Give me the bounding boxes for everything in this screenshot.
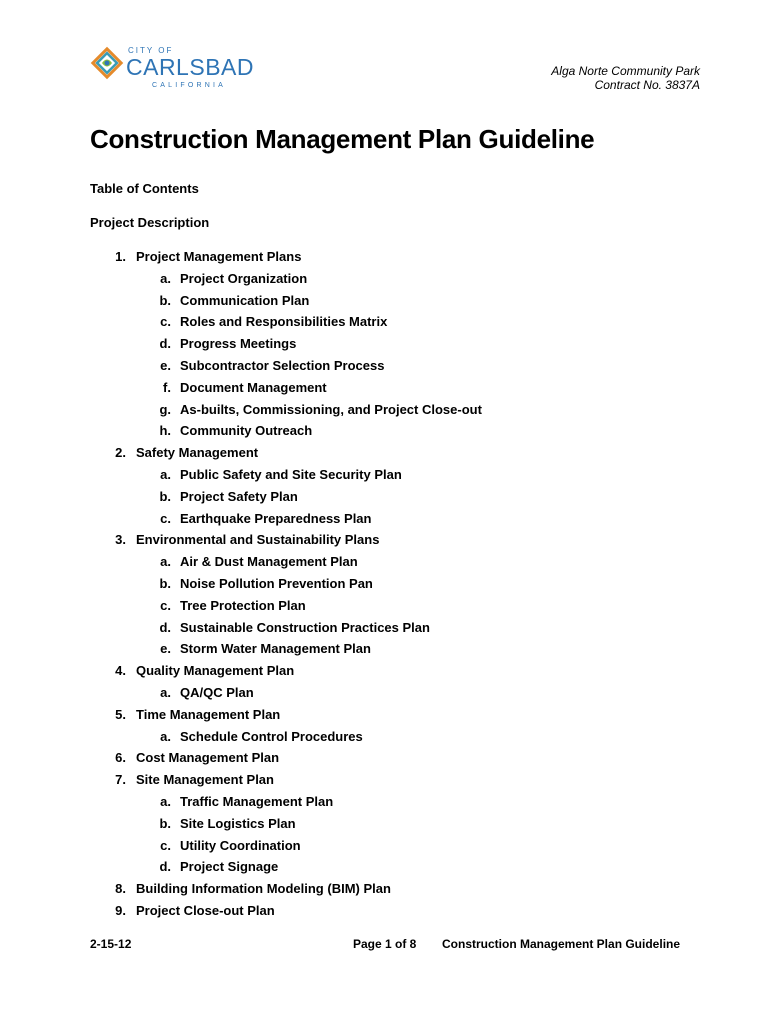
toc-subitem-2-a (90, 467, 710, 489)
toc-marker: 3. (115, 532, 126, 548)
toc-label: Tree Protection Plan (180, 597, 306, 613)
toc-label: Noise Pollution Prevention Pan (180, 575, 373, 591)
toc-subitem-7-b (90, 816, 710, 838)
toc-item-3 (90, 532, 710, 554)
toc-label: Sustainable Construction Practices Plan (180, 619, 430, 635)
toc-subitem-1-f (90, 380, 710, 402)
toc-label: QA/QC Plan (180, 684, 254, 700)
toc-label: As-builts, Commissioning, and Project Close-out (180, 401, 482, 417)
toc-item-5 (90, 707, 710, 729)
project-name: Alga Norte Community Park (551, 64, 700, 78)
toc-marker: a. (160, 793, 171, 809)
toc-marker: 1. (115, 249, 126, 264)
toc-label: Safety Management (136, 445, 259, 461)
toc-marker: b. (159, 292, 171, 308)
toc-marker: 2. (115, 445, 126, 461)
toc-label: Storm Water Management Plan (180, 641, 371, 657)
toc-item-1 (90, 249, 710, 271)
toc-marker: d. (159, 859, 171, 875)
page-title: Construction Management Plan Guideline (90, 124, 595, 154)
toc-subitem-1-e (90, 358, 710, 380)
toc-label: Project Management Plans (136, 249, 302, 264)
toc-label: Air & Dust Management Plan (180, 554, 358, 570)
toc-heading: Table of Contents (90, 181, 199, 196)
toc-subitem-1-b (90, 293, 710, 315)
toc-marker: 6. (115, 750, 126, 766)
project-description-heading: Project Description (90, 215, 210, 230)
toc-marker: 5. (115, 706, 126, 722)
toc-marker: e. (160, 641, 171, 657)
toc-label: Document Management (180, 379, 327, 395)
toc-label: Schedule Control Procedures (180, 728, 363, 744)
toc-subitem-4-a (90, 685, 710, 707)
toc-subitem-7-a (90, 794, 710, 816)
toc-subitem-2-c (90, 511, 710, 533)
table-of-contents (90, 249, 710, 925)
toc-subitem-3-e (90, 641, 710, 663)
toc-label: Communication Plan (180, 292, 310, 308)
toc-marker: 4. (115, 663, 126, 679)
toc-item-8 (90, 881, 710, 903)
toc-label: Site Logistics Plan (180, 815, 296, 831)
toc-subitem-5-a (90, 729, 710, 751)
toc-item-9 (90, 903, 710, 925)
city-emblem-icon (90, 46, 124, 80)
toc-marker: a. (160, 554, 171, 570)
toc-subitem-1-h (90, 423, 710, 445)
toc-label: Utility Coordination (180, 837, 301, 853)
toc-item-4 (90, 663, 710, 685)
toc-subitem-3-d (90, 620, 710, 642)
toc-marker: b. (159, 815, 171, 831)
footer-doc-title: Construction Management Plan Guideline (442, 937, 681, 951)
toc-label: Traffic Management Plan (180, 793, 334, 809)
toc-marker: c. (160, 837, 171, 853)
project-info (551, 64, 700, 92)
toc-marker: 9. (115, 902, 126, 918)
toc-subitem-3-b (90, 576, 710, 598)
toc-marker: h. (159, 423, 171, 439)
toc-subitem-1-a (90, 271, 710, 293)
toc-label: Earthquake Preparedness Plan (180, 510, 372, 526)
toc-marker: c. (160, 597, 171, 613)
logo-california: CALIFORNIA (152, 82, 227, 89)
toc-subitem-1-c (90, 314, 710, 336)
toc-marker: d. (159, 619, 171, 635)
toc-marker: c. (160, 314, 171, 330)
toc-marker: a. (160, 684, 171, 700)
toc-subitem-2-b (90, 489, 710, 511)
toc-marker: d. (159, 336, 171, 352)
toc-label: Subcontractor Selection Process (180, 357, 385, 373)
toc-subitem-3-a (90, 554, 710, 576)
toc-label: Project Organization (180, 270, 308, 286)
logo-city-of: CITY OF (128, 46, 174, 55)
toc-marker: 8. (115, 881, 126, 897)
toc-subitem-7-c (90, 838, 710, 860)
toc-label: Project Safety Plan (180, 488, 298, 504)
toc-subitem-7-d (90, 859, 710, 881)
toc-label: Community Outreach (180, 423, 313, 439)
logo-carlsbad: CARLSBAD (126, 54, 254, 80)
toc-label: Site Management Plan (136, 772, 274, 788)
toc-label: Project Signage (180, 859, 279, 875)
toc-marker: 7. (115, 772, 126, 788)
toc-subitem-3-c (90, 598, 710, 620)
toc-subitem-1-d (90, 336, 710, 358)
city-logo (90, 42, 254, 104)
toc-label: Building Information Modeling (BIM) Plan (136, 881, 391, 897)
toc-label: Progress Meetings (180, 336, 297, 352)
toc-marker: a. (160, 466, 171, 482)
toc-item-7 (90, 772, 710, 794)
toc-item-6 (90, 750, 710, 772)
contract-number: Contract No. 3837A (594, 78, 700, 92)
toc-item-2 (90, 445, 710, 467)
toc-label: Public Safety and Site Security Plan (180, 466, 402, 482)
toc-label: Project Close-out Plan (136, 902, 275, 918)
toc-subitem-1-g (90, 402, 710, 424)
toc-label: Environmental and Sustainability Plans (136, 532, 380, 548)
toc-marker: e. (160, 357, 171, 373)
toc-label: Cost Management Plan (136, 750, 280, 766)
toc-marker: a. (160, 728, 171, 744)
toc-marker: a. (160, 270, 171, 286)
toc-marker: b. (159, 488, 171, 504)
toc-marker: g. (159, 401, 171, 417)
toc-label: Roles and Responsibilities Matrix (180, 314, 388, 330)
footer-date: 2-15-12 (90, 937, 132, 951)
toc-marker: c. (160, 510, 171, 526)
toc-label: Time Management Plan (136, 706, 281, 722)
toc-marker: b. (159, 575, 171, 591)
toc-label: Quality Management Plan (136, 663, 295, 679)
toc-marker: f. (163, 379, 171, 395)
footer-page-number: Page 1 of 8 (353, 937, 417, 951)
